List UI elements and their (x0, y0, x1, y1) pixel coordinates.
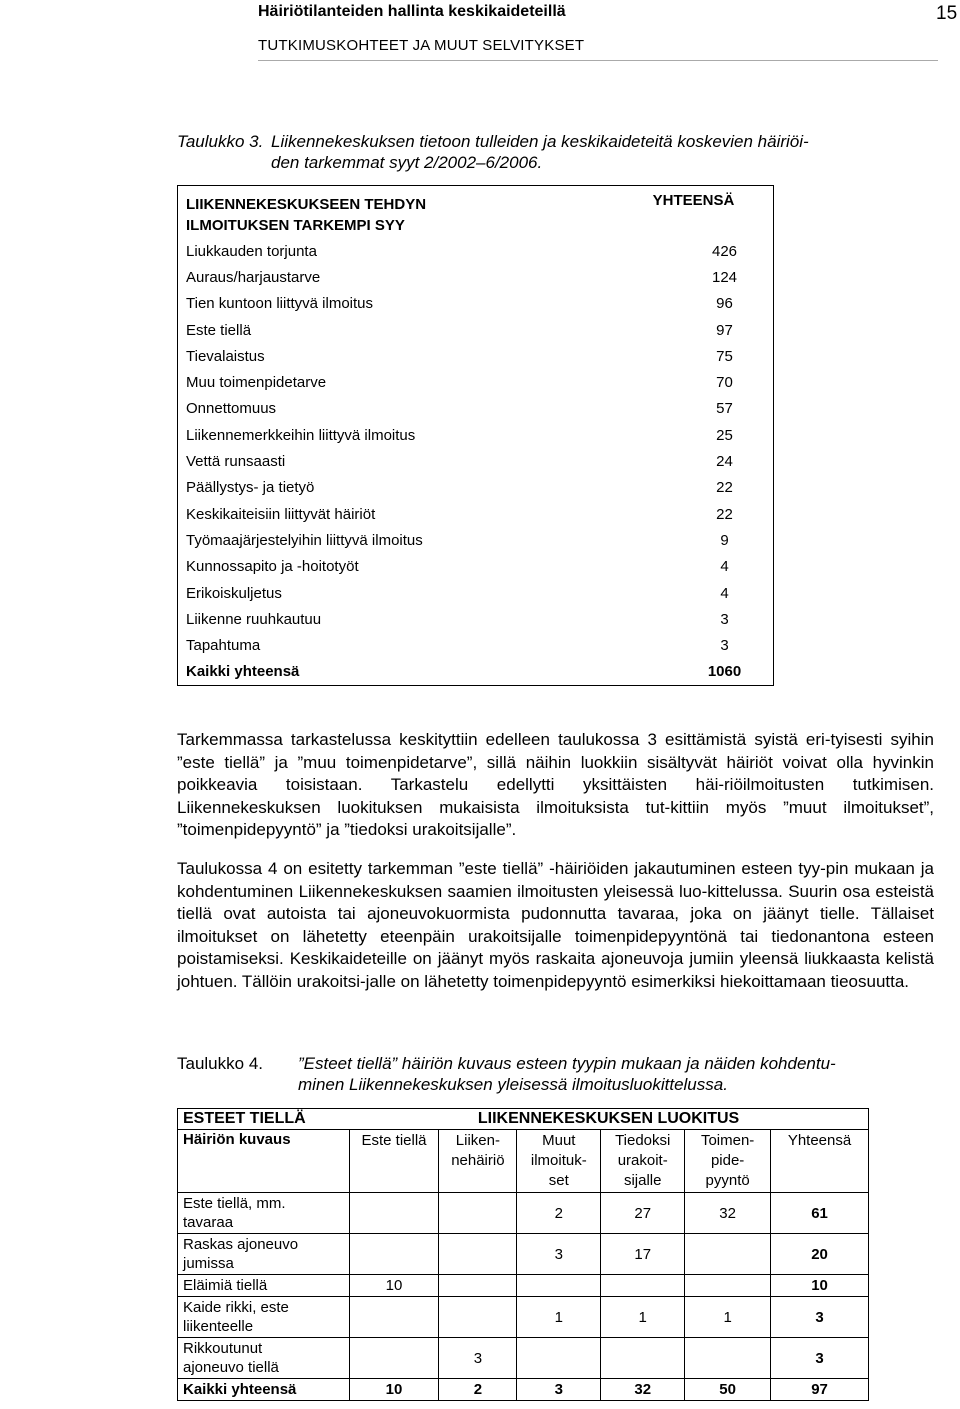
table-row (178, 1234, 869, 1275)
table3-row-value: 124 (711, 268, 738, 286)
table4-col-header: Häiriön kuvaus (178, 1130, 350, 1193)
table3-row-value: 22 (716, 505, 733, 523)
table3-row-label: Erikoiskuljetus (186, 584, 282, 602)
table3-row-label: Työmaajärjestelyihin liittyvä ilmoitus (186, 531, 423, 549)
table4-cell-muut: 1 (517, 1297, 601, 1338)
table-row (178, 369, 774, 395)
table4-cell-tiedoksi (601, 1275, 685, 1297)
table4-top-right: LIIKENNEKESKUKSEN LUOKITUS (349, 1109, 868, 1130)
table4-cell-liikenne (439, 1193, 517, 1234)
table4-row-label: Raskas ajoneuvo jumissa (178, 1234, 350, 1275)
table4-cell-liikenne (439, 1297, 517, 1338)
table4-col-header: Tiedoksi urakoit- sijalle (601, 1130, 685, 1193)
table3-row-value: 57 (716, 400, 733, 418)
table-row (178, 1297, 869, 1338)
paragraph-1: Tarkemmassa tarkastelussa keskityttiin edelleen taulukossa 3 esittämistä syistä eri-tyisesti syihin ”este tiellä” ja ”muu toimenpidetarve”, sillä näihin luokkiin sisältyvät häiriöt voivat olla hyvinkin poikkeavia toisistaan. Tarkastelu edellytti yksittäisten häi-riöilmoitusten tutkimisen. Liikennekeskuksen luokituksen mukaisista ilmoituksista tut-kittiin myös ”muut ilmoitukset”, ”toimenpidepyyntö” ja ”tiedoksi urakoitsijalle”. (177, 730, 934, 839)
table3-col2-header: YHTEENSÄ (652, 192, 735, 209)
table3-total-value: 1060 (707, 663, 742, 681)
table-row (178, 527, 774, 553)
table4-cell-tiedoksi: 1 (601, 1297, 685, 1338)
table4-col-header: Liiken- nehäiriö (439, 1130, 517, 1193)
table3-header-row (178, 186, 774, 239)
table3-row-value: 4 (720, 558, 729, 576)
table3 (177, 185, 774, 686)
table3-row-label: Auraus/harjaustarve (186, 268, 321, 286)
table-row (178, 580, 774, 606)
table4-cell-este (349, 1193, 439, 1234)
table3-caption-line1: Liikennekeskuksen tietoon tulleiden ja keskikaideteitä koskevien häiriöi- (271, 132, 809, 151)
table4-col-header: Toimen- pide- pyyntö (685, 1130, 771, 1193)
table4-cell-este: 10 (349, 1275, 439, 1297)
table4-caption-label: Taulukko 4. (177, 1054, 263, 1073)
table3-row-value: 97 (716, 321, 733, 339)
table4-cell-yht: 97 (771, 1379, 869, 1401)
table3-row-label: Vettä runsaasti (186, 453, 286, 471)
table4-cell-liikenne (439, 1234, 517, 1275)
table4-cell-tiedoksi: 27 (601, 1193, 685, 1234)
table4-column-header-row (178, 1130, 869, 1193)
table3-row-value: 426 (711, 242, 738, 260)
table-row (178, 422, 774, 448)
table4-cell-yht: 10 (771, 1275, 869, 1297)
table4-row-label: Eläimiä tiellä (178, 1275, 350, 1297)
table4-cell-tiedoksi (601, 1338, 685, 1379)
table4-cell-este (349, 1234, 439, 1275)
table4-body (178, 1193, 869, 1401)
table3-row-label: Liikenne ruuhkautuu (186, 610, 322, 628)
table4-row-label: Kaide rikki, este liikenteelle (178, 1297, 350, 1338)
table3-row-label: Liukkauden torjunta (186, 242, 317, 260)
table4-cell-yht: 3 (771, 1338, 869, 1379)
table4-top-left: ESTEET TIELLÄ (178, 1109, 350, 1130)
table4-caption-line2: minen Liikennekeskuksen yleisessä ilmoitusluokittelussa. (298, 1075, 728, 1094)
table3-caption-line2: den tarkemmat syyt 2/2002–6/2006. (271, 153, 543, 172)
table3-row-label: Tien kuntoon liittyvä ilmoitus (186, 295, 374, 313)
table4-cell-liikenne (439, 1275, 517, 1297)
table4-cell-muut: 3 (517, 1234, 601, 1275)
running-header-title: Häiriötilanteiden hallinta keskikaideteillä (258, 3, 566, 20)
table4-cell-tiedoksi: 32 (601, 1379, 685, 1401)
table3-col1-header-line2: ILMOITUKSEN TARKEMPI SYY (186, 217, 405, 234)
table4-cell-muut (517, 1338, 601, 1379)
table3-row-label: Keskikaiteisiin liittyvät häiriöt (186, 505, 376, 523)
table4-col-header: Muut ilmoituk- set (517, 1130, 601, 1193)
table3-row-value: 22 (716, 479, 733, 497)
table3-row-value: 3 (720, 610, 729, 628)
table3-col1-header (178, 186, 615, 239)
table-row (178, 238, 774, 264)
table3-caption-label: Taulukko 3. (177, 132, 264, 151)
table-row (178, 264, 774, 290)
table4 (177, 1108, 869, 1401)
table3-row-label: Muu toimenpidetarve (186, 374, 327, 392)
table3-col1-header-line1: LIIKENNEKESKUKSEEN TEHDYN (186, 196, 427, 213)
table3-row-value: 3 (720, 637, 729, 655)
table4-cell-yht: 3 (771, 1297, 869, 1338)
table3-row-label: Este tiellä (186, 321, 252, 339)
table-row (178, 632, 774, 658)
table4-col-header: Este tiellä (349, 1130, 439, 1193)
running-header-subtitle: TUTKIMUSKOHTEET JA MUUT SELVITYKSET (258, 37, 585, 54)
table4-total-row (178, 1379, 869, 1401)
table-row (178, 448, 774, 474)
table3-row-value: 25 (716, 426, 733, 444)
table4-col-header: Yhteensä (771, 1130, 869, 1193)
table4-cell-toimenpide: 1 (685, 1297, 771, 1338)
table3-row-label: Tapahtuma (186, 637, 261, 655)
table3-row-value: 4 (720, 584, 729, 602)
table3-row-label: Onnettomuus (186, 400, 277, 418)
table4-cell-toimenpide (685, 1275, 771, 1297)
table-row (178, 291, 774, 317)
table-row (178, 1193, 869, 1234)
table4-cell-muut: 3 (517, 1379, 601, 1401)
table4-cell-toimenpide: 50 (685, 1379, 771, 1401)
table4-cell-toimenpide (685, 1234, 771, 1275)
table4-cell-tiedoksi: 17 (601, 1234, 685, 1275)
table3-row-value: 9 (720, 531, 729, 549)
table3-row-value: 70 (716, 374, 733, 392)
table3-total-label: Kaikki yhteensä (186, 663, 300, 681)
table-row (178, 501, 774, 527)
table4-cell-toimenpide: 32 (685, 1193, 771, 1234)
table3-row-label: Tievalaistus (186, 347, 265, 365)
table3-row-label: Päällystys- ja tietyö (186, 479, 315, 497)
table3-row-label: Liikennemerkkeihin liittyvä ilmoitus (186, 426, 416, 444)
table4-row-label: Rikkoutunut ajoneuvo tiellä (178, 1338, 350, 1379)
table-row (178, 396, 774, 422)
table3-row-value: 96 (716, 295, 733, 313)
paragraph-2: Taulukossa 4 on esitetty tarkemman ”este tiellä” -häiriöiden jakautuminen esteen tyy-pin mukaan ja kohdentuminen Liikennekeskuksen saamien ilmoitusten yleisessä luo-kittelussa. Suurin osa esteistä tiellä ovat autoista tai ajoneuvokuormista pudonnutta tavaraa, joka on jäänyt tielle. Tällaiset ilmoitukset on lähetetty eteenpäin urakoitsijalle toimenpidepyyntönä tai tiedonantona esteen poistamiseksi. Keskikaideteille on jäänyt myös raskaita ajoneuvoja jumiin yleensä liukkaasta kelistä johtuen. Tällöin urakoitsi-jalle on lähetetty toimenpidepyyntö esimerkiksi hiekoittamaan tieosuutta. (177, 859, 934, 991)
table4-cell-yht: 20 (771, 1234, 869, 1275)
table4-caption (177, 1053, 937, 1097)
table4-cell-yht: 61 (771, 1193, 869, 1234)
table-row (178, 317, 774, 343)
table3-row-value: 24 (716, 453, 733, 471)
table3-caption (177, 131, 937, 175)
table-row (178, 475, 774, 501)
table4-row-label: Kaikki yhteensä (178, 1379, 350, 1401)
table4-caption-line1: ”Esteet tiellä” häiriön kuvaus esteen tyypin mukaan ja näiden kohdentu- (298, 1054, 836, 1073)
table-row (178, 1338, 869, 1379)
table4-cell-liikenne: 3 (439, 1338, 517, 1379)
header-divider (258, 60, 938, 61)
table3-body (178, 238, 774, 659)
table-row (178, 1275, 869, 1297)
table4-cell-este (349, 1297, 439, 1338)
table-row (178, 343, 774, 369)
table4-cell-este: 10 (349, 1379, 439, 1401)
table4-cell-muut (517, 1275, 601, 1297)
page-number: 15 (936, 3, 958, 24)
table4-cell-este (349, 1338, 439, 1379)
table3-total-row (178, 659, 774, 686)
table4-cell-toimenpide (685, 1338, 771, 1379)
table4-row-label: Este tiellä, mm. tavaraa (178, 1193, 350, 1234)
table3-row-label: Kunnossapito ja -hoitotyöt (186, 558, 359, 576)
table-row (178, 606, 774, 632)
table4-top-header-row (178, 1109, 869, 1130)
table-row (178, 554, 774, 580)
table4-cell-muut: 2 (517, 1193, 601, 1234)
table3-row-value: 75 (716, 347, 733, 365)
table4-cell-liikenne: 2 (439, 1379, 517, 1401)
